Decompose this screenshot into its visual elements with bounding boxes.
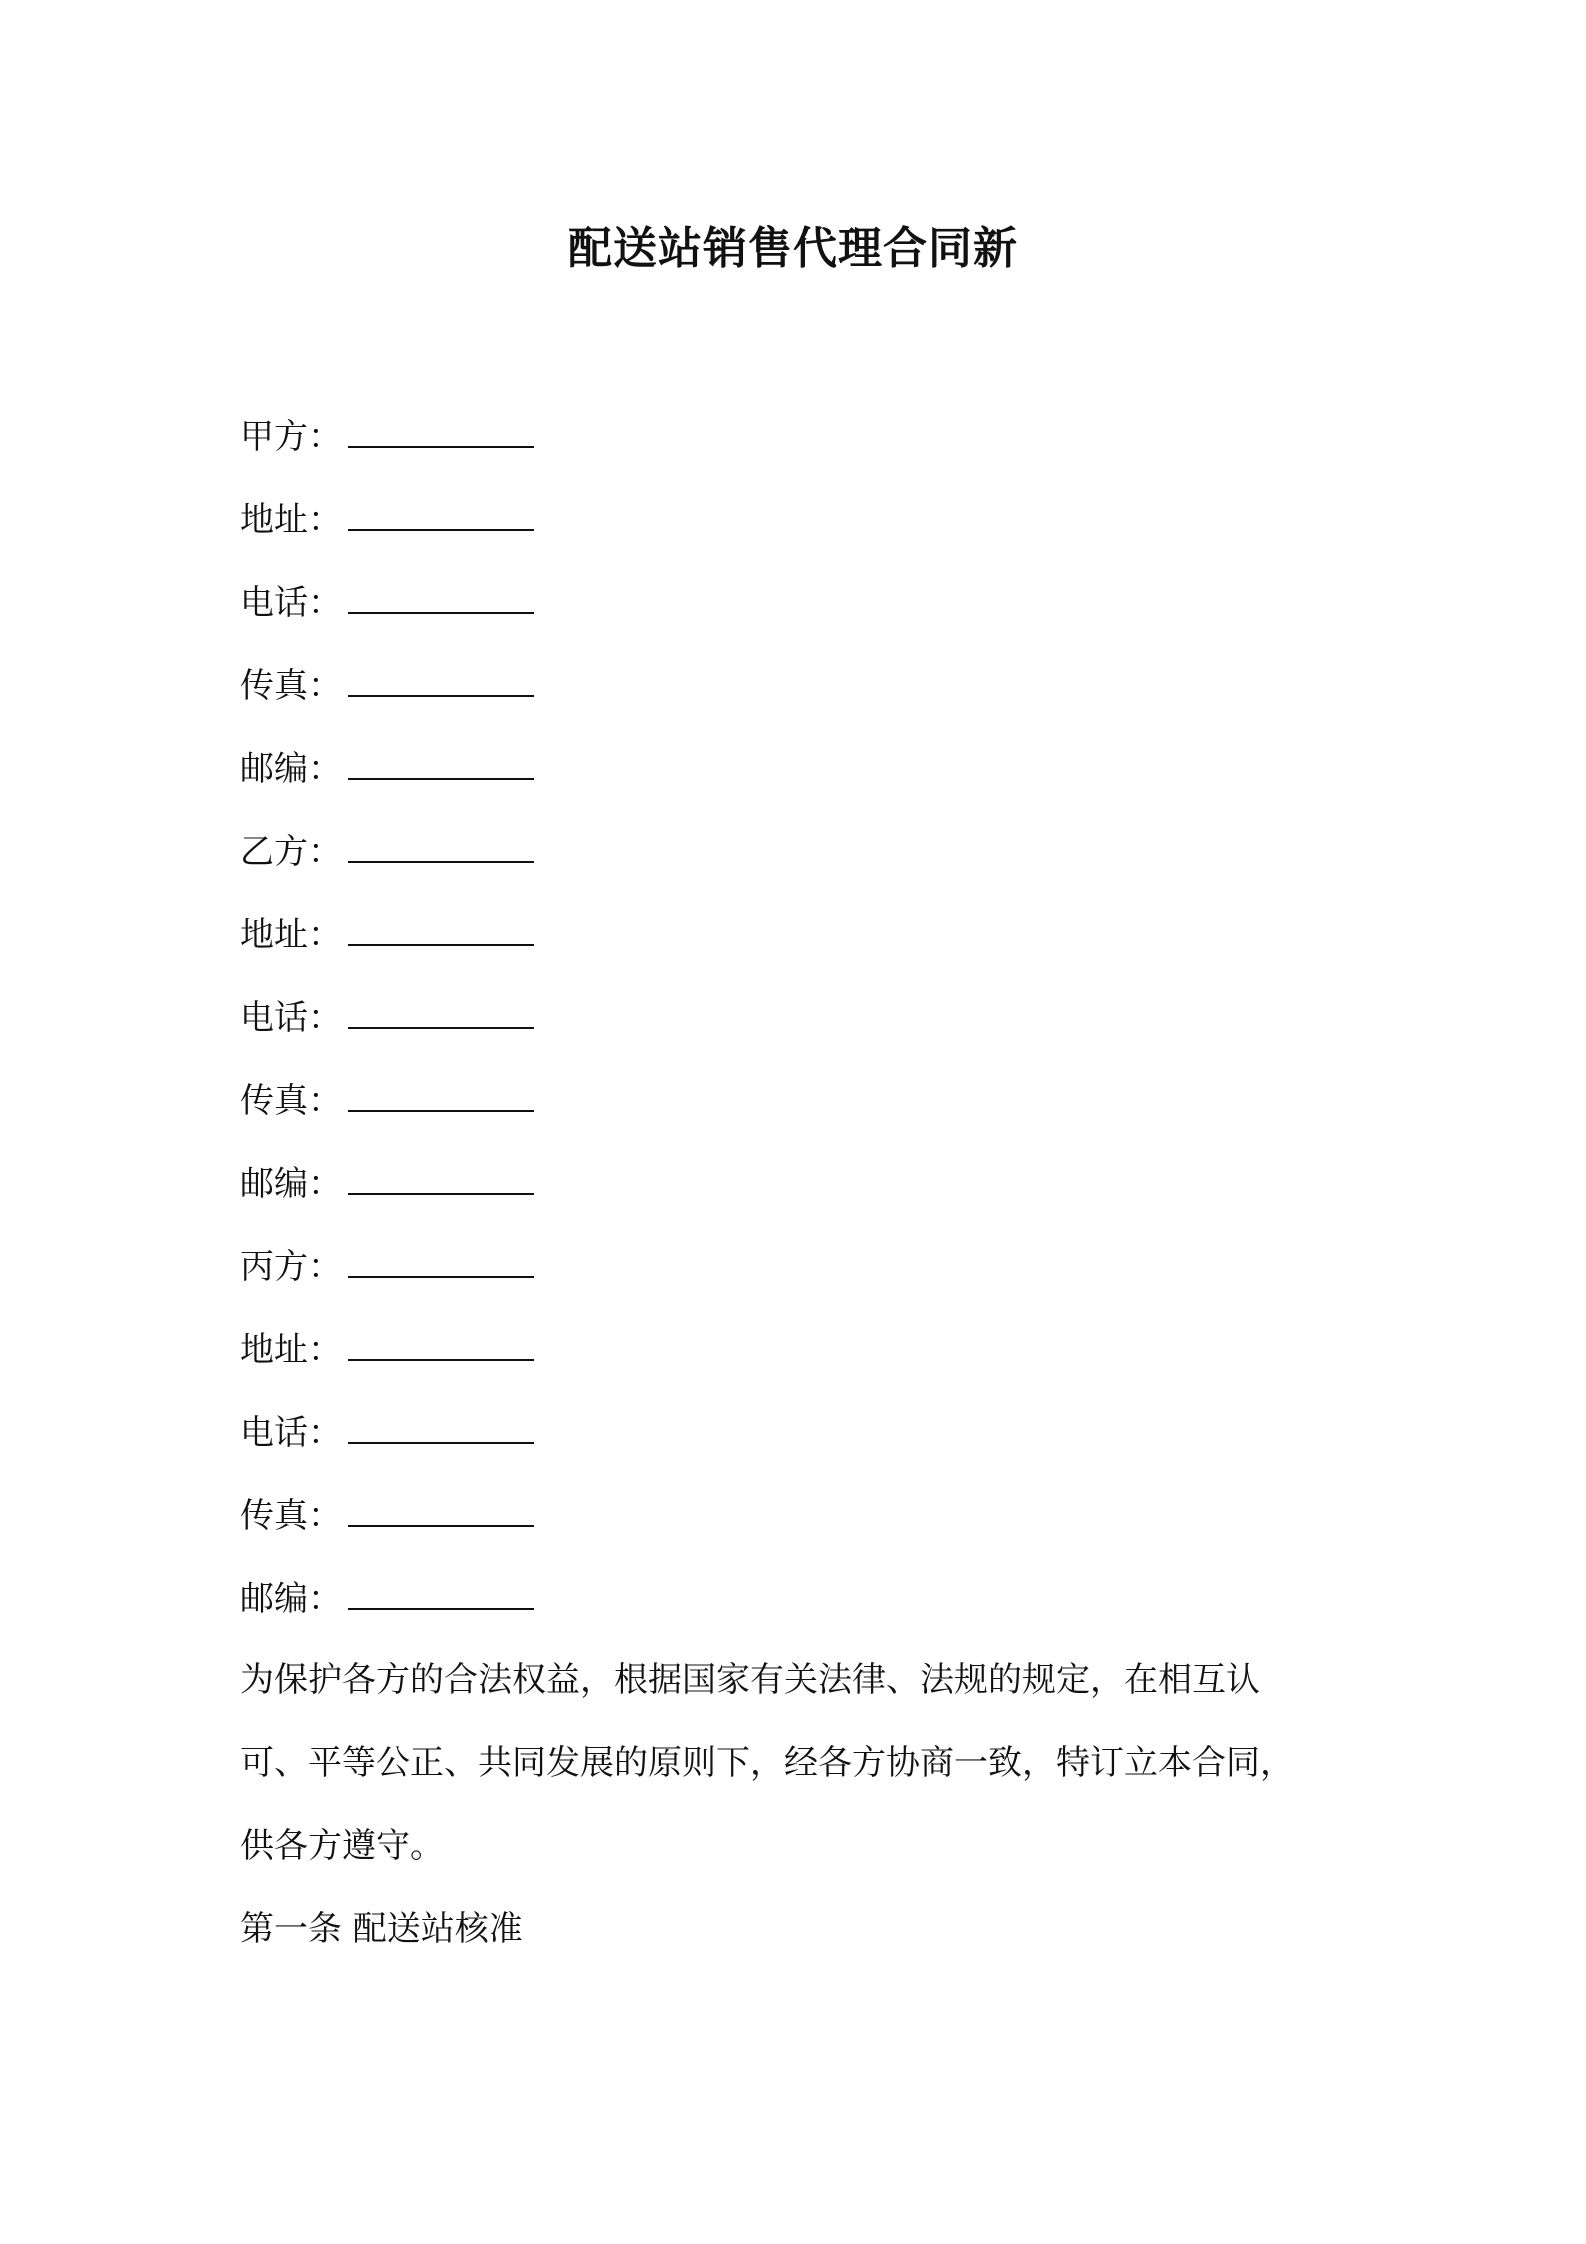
preamble-line: 可、平等公正、共同发展的原则下，经各方协商一致，特订立本合同，: [240, 1743, 1294, 1783]
fill-in-blank: [348, 659, 534, 697]
field-label: 丙方：: [240, 1247, 342, 1287]
field-label: 传真：: [240, 1496, 342, 1536]
party-a-phone-field: [240, 576, 940, 626]
fill-in-blank: [348, 1323, 534, 1361]
field-label: 邮编：: [240, 1164, 342, 1204]
fill-in-blank: [348, 493, 534, 531]
party-c-address-field: [240, 1323, 940, 1373]
fill-in-blank: [348, 1572, 534, 1610]
fill-in-blank: [348, 410, 534, 448]
preamble-line: 为保护各方的合法权益，根据国家有关法律、法规的规定，在相互认: [240, 1660, 1260, 1700]
field-label: 乙方：: [240, 832, 342, 872]
field-label: 电话：: [240, 1413, 342, 1453]
party-b-address-field: [240, 908, 940, 958]
field-label: 邮编：: [240, 749, 342, 789]
field-label: 电话：: [240, 583, 342, 623]
party-c-phone-field: [240, 1406, 940, 1456]
party-b-phone-field: [240, 991, 940, 1041]
party-c-fax-field: [240, 1489, 940, 1539]
fill-in-blank: [348, 742, 534, 780]
preamble-line: 供各方遵守。: [240, 1826, 444, 1866]
field-label: 地址：: [240, 1330, 342, 1370]
field-label: 地址：: [240, 915, 342, 955]
field-label: 邮编：: [240, 1579, 342, 1619]
party-a-fax-field: [240, 659, 940, 709]
party-b-name-field: [240, 825, 940, 875]
fill-in-blank: [348, 825, 534, 863]
fill-in-blank: [348, 1157, 534, 1195]
field-label: 甲方：: [240, 417, 342, 457]
party-a-name-field: [240, 410, 940, 460]
fill-in-blank: [348, 908, 534, 946]
fill-in-blank: [348, 1240, 534, 1278]
fill-in-blank: [348, 1489, 534, 1527]
party-a-postcode-field: [240, 742, 940, 792]
field-label: 传真：: [240, 666, 342, 706]
field-label: 电话：: [240, 998, 342, 1038]
party-b-fax-field: [240, 1074, 940, 1124]
field-label: 地址：: [240, 500, 342, 540]
party-a-address-field: [240, 493, 940, 543]
party-b-postcode-field: [240, 1157, 940, 1207]
party-c-postcode-field: [240, 1572, 940, 1622]
fill-in-blank: [348, 991, 534, 1029]
party-c-name-field: [240, 1240, 940, 1290]
fill-in-blank: [348, 1406, 534, 1444]
fill-in-blank: [348, 576, 534, 614]
fill-in-blank: [348, 1074, 534, 1112]
article-heading: 第一条 配送站核准: [240, 1909, 523, 1949]
field-label: 传真：: [240, 1081, 342, 1121]
document-title: 配送站销售代理合同新: [568, 223, 1018, 274]
